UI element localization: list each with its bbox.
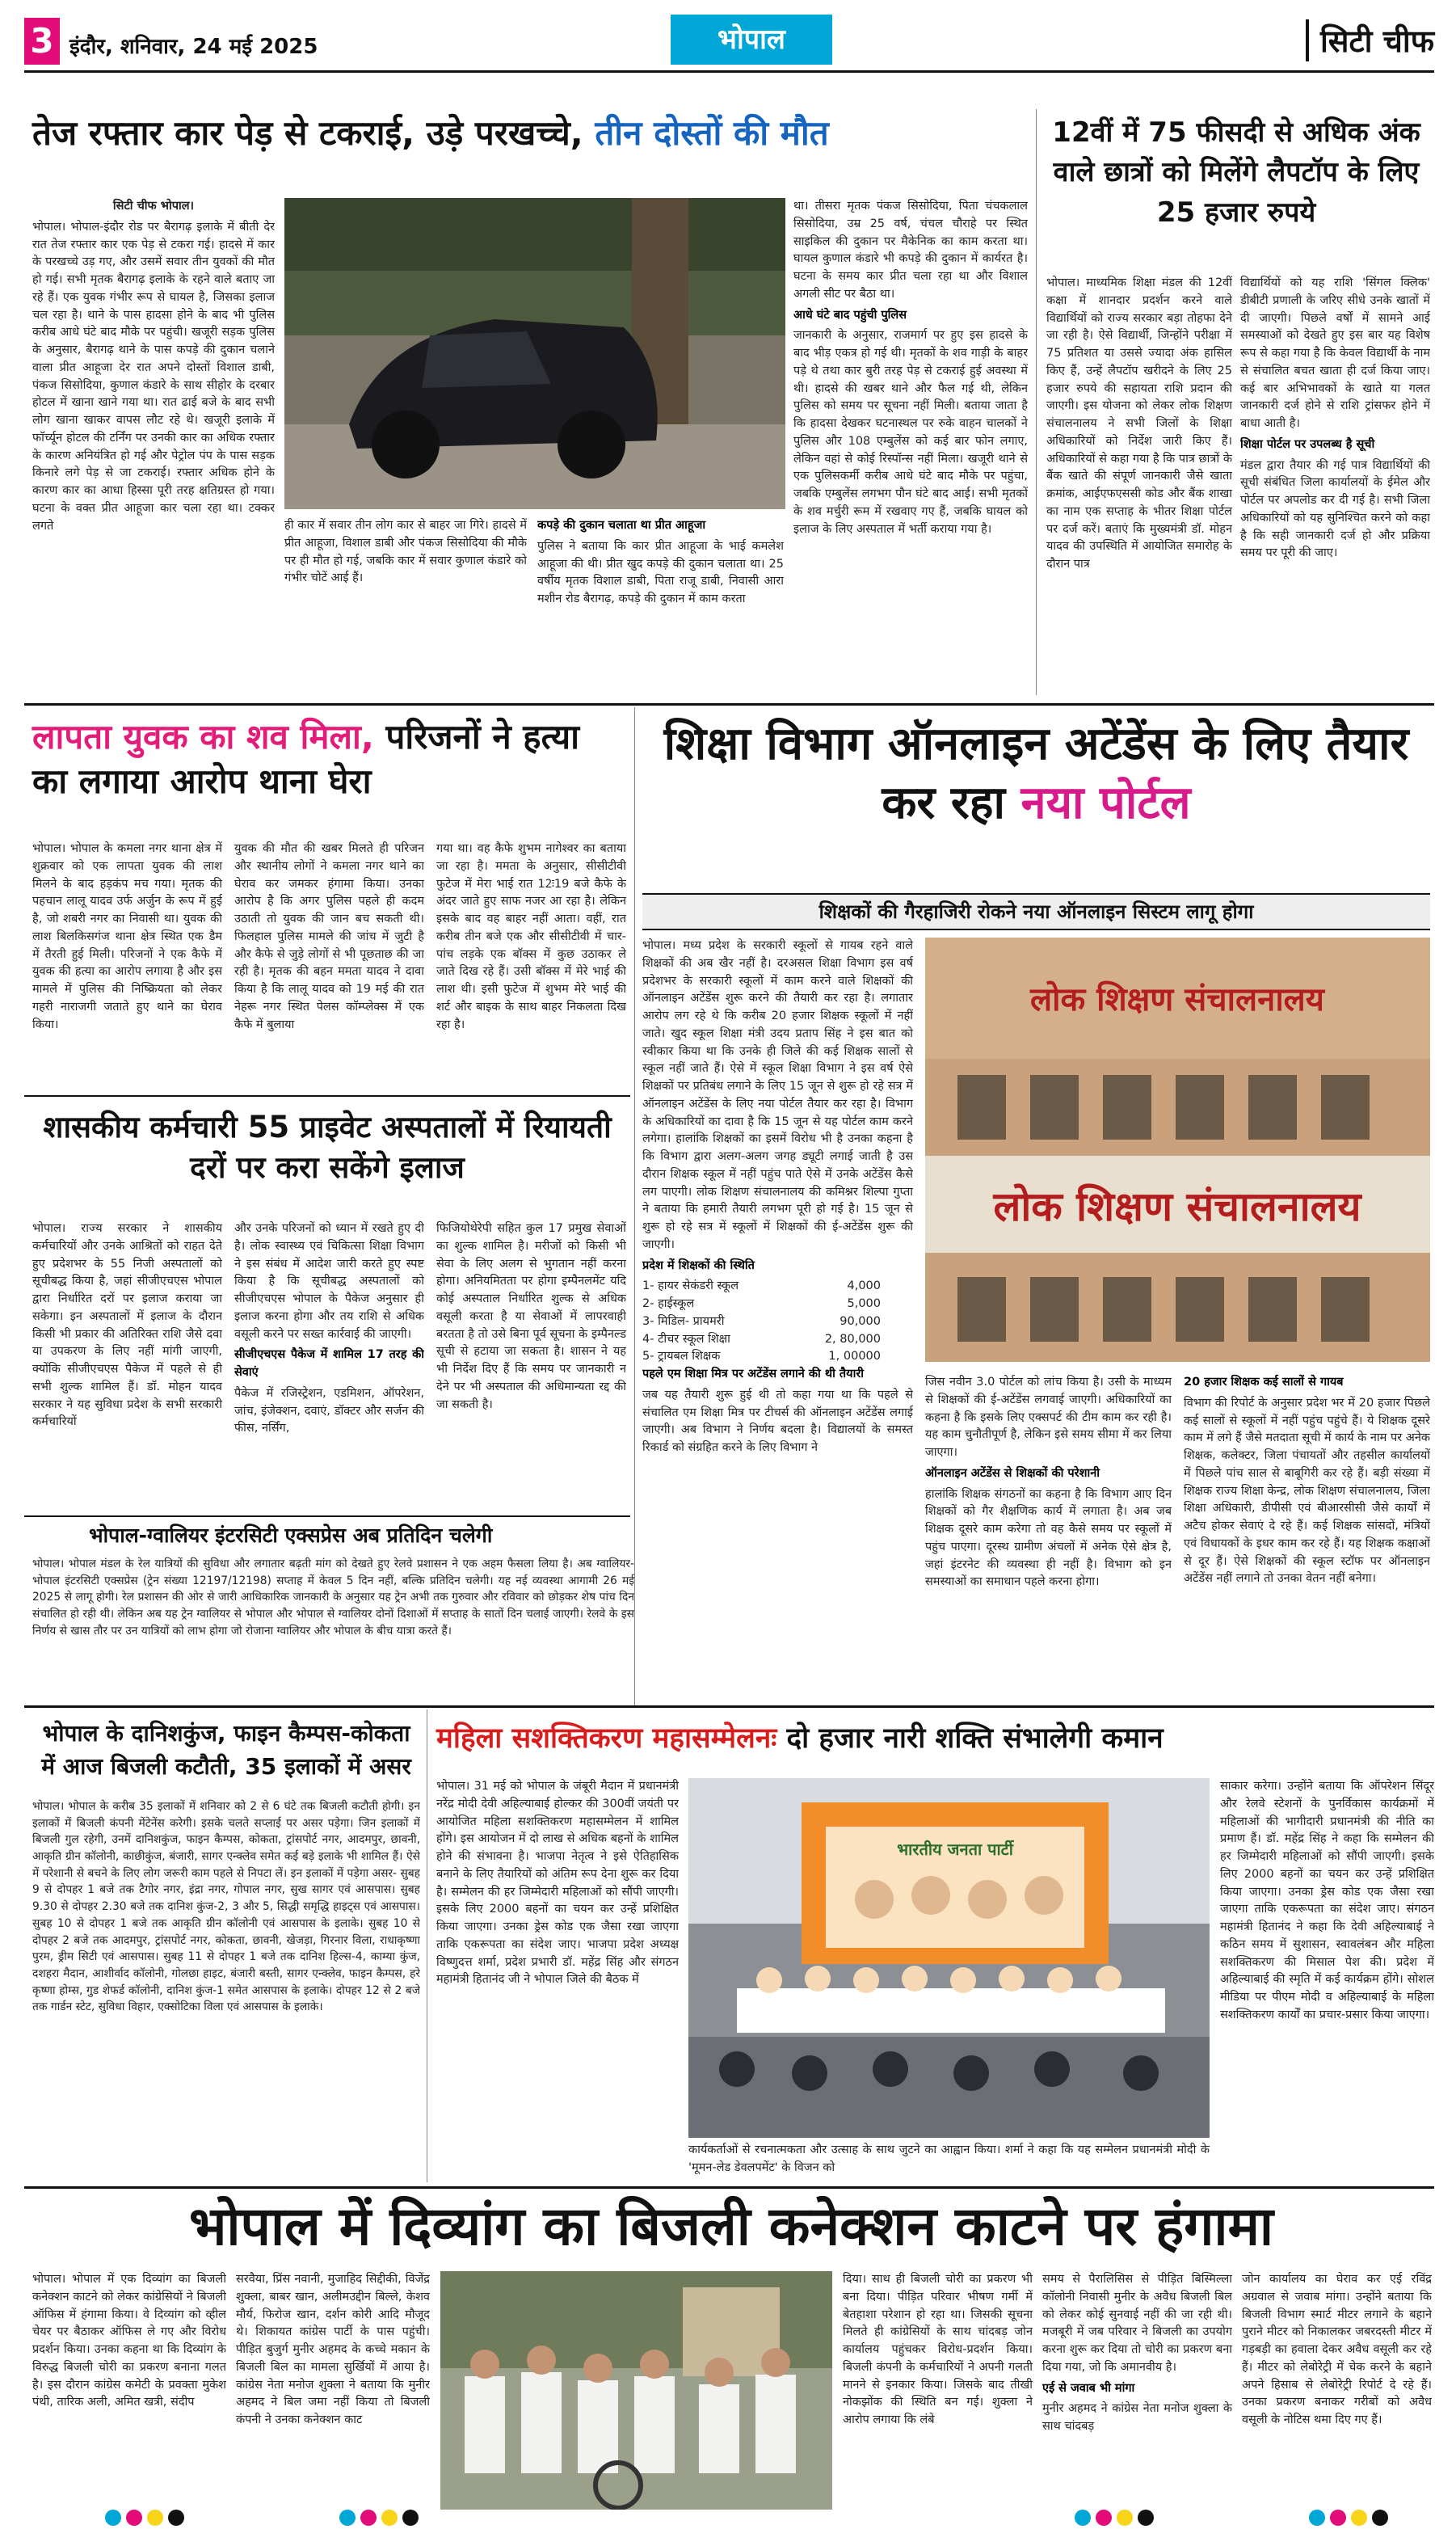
teacher-stats-title: प्रदेश में शिक्षकों की स्थिति — [642, 1258, 755, 1272]
column-divider — [634, 707, 635, 1705]
section-rule — [24, 2186, 1434, 2189]
crash-text-2: ही कार में सवार तीन लोग कार से बाहर जा गिरे। हादसे में प्रीत आहूजा, विशाल डाबी और पंकज सिसोदिया की मौके पर ही मौत हो गई, जबकि कार में सवार कुणाल कंडारे को गंभीर चोटें आई हैं। — [284, 519, 527, 585]
crash-col-3 — [537, 517, 784, 691]
section-rule — [24, 1705, 1434, 1708]
powercut-body — [32, 1798, 420, 2178]
section-rule — [24, 703, 1434, 706]
registration-dot — [168, 2510, 184, 2526]
women-headline-highlight: महिला सशक्तिकरण महासम्मेलनः — [436, 1722, 777, 1755]
missing-col-1 — [32, 841, 222, 1087]
portal-col-1 — [642, 938, 913, 1697]
dateline: इंदौर, शनिवार, 24 मई 2025 — [69, 35, 318, 59]
teacher-stat-value: 1, 00000 — [828, 1350, 881, 1364]
hospital-headline: शासकीय कर्मचारी 55 प्राइवेट अस्पतालों में रियायती दरों पर करा सकेंगे इलाज — [43, 1110, 612, 1185]
portal-subhead-missing: 20 हजार शिक्षक कई सालों से गायब — [1184, 1376, 1344, 1389]
portal-headline-highlight: नया पोर्टल — [1020, 776, 1191, 829]
women-text-1: भोपाल। 31 मई को भोपाल के जंबूरी मैदान में प्रधानमंत्री नरेंद्र मोदी देवी अहिल्याबाई होल्कर की 300वीं जयंती पर आयोजित महिला सशक्तिकरण महासम्मेलन में शामिल होंगे। इस आयोजन में दो लाख से अधिक बहनों के शामिल होने की संभावना है। भाजपा नेतृत्व ने इसे ऐतिहासिक बनाने के लिए तैयारियों को अंतिम रूप देना शुरू कर दिया है। सम्मेलन की हर जिम्मेदारी महिलाओं को सौंपी जाएगी। इसके लिए 2000 बहनों का चयन कर उन्हें प्रशिक्षित किया जाएगा। उनका ड्रेस कोड एक जैसा रखा जाएगा ताकि एकरूपता का संदेश जाए। भाजपा प्रदेश अध्यक्ष विष्णुदत्त शर्मा, प्रदेश प्रभारी डॉ. महेंद्र सिंह और संगठन महामंत्री हितानंद जी ने भोपाल जिले की बैठक में — [436, 1780, 679, 1987]
teacher-stats-list — [642, 1278, 913, 1366]
divyang-text-2: सरवैया, प्रिंस नवानी, मुजाहिद सिद्दीकी, विजेंद्र शुक्ला, बाबर खान, अलीमउद्दीन बिल्ले, केशव मौर्य, फिरोज खान, दर्शन कोरी आदि मौजूद थे। शिकायत कांग्रेस पार्टी के पास पहुंची। पीड़ित बुजुर्ग मुनीर अहमद के कच्चे मकान के बिजली बिल का मामला सुर्खियों में आया है। कांग्रेस नेता मनोज शुक्ला ने बताया कि मुनीर अहमद ने बिल जमा नहीं किया तो बिजली कंपनी ने उनका कनेक्शन काट — [236, 2273, 430, 2426]
laptop-col-2 — [1240, 275, 1430, 695]
crash-text-5: जानकारी के अनुसार, राजमार्ग पर हुए इस हादसे के बाद भीड़ एकत्र हो गई थी। मृतकों के शव गाड़ी के बाहर पड़े थे तथा कार बुरी तरह पेड़ से टकराई हुई अवस्था में थी। हादसे की खबर थाने और फैल गई थी, लेकिन पुलिस को समय पर सूचना नहीं मिली। बताया जाता है कि हादसा देखकर घटनास्थल पर रुके वाहन चालकों ने पुलिस और 108 एम्बुलेंस को कई बार फोन लगाए, लेकिन वहां से कोई रिस्पॉन्स नहीं मिला। खजूरी थाने से एक पुलिसकर्मी करीब आधे घंटे बाद मौके पर पहुंचा, जबकि एम्बुलेंस लगभग पौन घंटे बाद आई। सभी मृतकों के शव मर्चुरी रूम में रखवाए गए हैं, जबकि घायल को इलाज के लिए अस्पताल में भर्ती कराया गया है। — [793, 329, 1028, 536]
teacher-stat-value: 4,000 — [847, 1279, 881, 1293]
divyang-text-4: दिया। साथ ही बिजली चोरी का प्रकरण भी बना दिया। पीड़ित परिवार भीषण गर्मी में बेतहाशा परेशान हो रहा था। जिसकी सूचना मिलते ही कांग्रेसियों के साथ चांदबड़ जोन कार्यालय पहुंचकर विरोध-प्रदर्शन किया। बिजली कंपनी के कर्मचारियों ने अपनी गलती मानने से इनकार किया। जिसके बाद तीखी नोकझोंक की स्थिति बन गई। शुक्ला ने आरोप लगाया कि लंबे — [843, 2273, 1033, 2426]
registration-dot — [360, 2510, 377, 2526]
divyang-text-1: भोपाल। भोपाल में एक दिव्यांग का बिजली कनेक्शन काटने को लेकर कांग्रेसियों ने बिजली ऑफिस में हंगामा किया। वे दिव्यांग को व्हील चेयर पर बैठाकर ऑफिस ले गए और विरोध प्रदर्शन किया। उनका कहना था कि दिव्यांग के विरुद्ध बिजली चोरी का प्रकरण बनाना गलत है। इस दौरान कांग्रेस कमेटी के प्रवक्ता मुकेश पंथी, तारिक अली, अमित खत्री, संदीप — [32, 2273, 226, 2409]
train-body — [32, 1556, 634, 1697]
divyang-col-5 — [1042, 2271, 1232, 2514]
building-sign-top: लोक शिक्षण संचालनालय — [1029, 981, 1325, 1018]
powercut-headline: भोपाल के दानिशकुंज, फाइन कैम्पस-कोकता में आज बिजली कटौती, 35 इलाकों में असर — [41, 1720, 411, 1780]
women-col-1 — [436, 1778, 679, 2178]
crash-headline — [32, 113, 1002, 154]
women-headline-main: दो हजार नारी शक्ति संभालेगी कमान — [786, 1722, 1164, 1755]
crash-text-1: भोपाल। भोपाल-इंदौर रोड पर बैरागढ़ इलाके में बीती देर रात तेज रफ्तार कार एक पेड़ से टकरा गई। हादसे में कार के परखच्चे उड़ गए, और उसमें सवार तीन युवकों की मौत हो गई। सभी मृतक बैरागढ़ इलाके के रहने वाले बताए जा रहे हैं। एक युवक गंभीर रूप से घायल है, जिसका इलाज चल रहा है। थाने के पास हादसा होने के बाद भी पुलिस करीब आधे घंटे बाद मौके पर पहुंची। खजूरी सड़क पुलिस के अनुसार, बैरागढ़ थाने के पास कपड़े की दुकान चलाने वाला प्रीत आहूजा देर रात अपने दोस्तों विशाल डाबी, पंकज सिसोदिया, कुणाल कंडारे के साथ सीहोर के दरबार होटल में खाना खाने गया था। रात ढाई बजे के बाद सभी लोग खाना खाकर वापस लौट रहे थे। खजूरी इलाके में फाॅर्च्यून होटल की टर्निंग पर उनकी कार का अधिक रफ्तार के कारण अनियंत्रित हो गई और पेट्रोल पंप के पास सड़क किनारे लगे पेड़ से जा टकराई। रफ्तार अधिक होने के कारण कार का आधा हिस्सा पूरी तरह क्षतिग्रस्त हो गया। घटना के वक्त प्रीत आहूजा कार चला रहा था। टक्कर लगते — [32, 220, 275, 533]
missing-col-3 — [436, 841, 626, 1087]
registration-dot — [402, 2510, 419, 2526]
teacher-stat-label: 2- हाईस्कूल — [642, 1297, 695, 1310]
missing-youth-headline-main: परिजनों ने हत्या का लगाया आरोप थाना घेरा — [32, 717, 580, 801]
crash-subhead-shop: कपड़े की दुकान चलाता था प्रीत आहूजा — [537, 519, 706, 532]
train-headline: भोपाल-ग्वालियर इंटरसिटी एक्सप्रेस अब प्रतिदिन चलेगी — [89, 1524, 493, 1547]
registration-dot — [1075, 2510, 1091, 2526]
women-photo-caption: कार्यकर्ताओं से रचनात्मकता और उत्साह के साथ जुटने का आह्वान किया। शर्मा ने कहा कि यह सम्मेलन प्रधानमंत्री मोदी के 'मूमन-लेड डेवलपमेंट' के विजन को — [688, 2143, 1210, 2174]
registration-dot — [1351, 2510, 1367, 2526]
hospital-text-3: पैकेज में रजिस्ट्रेशन, एडमिशन, ऑपरेशन, जांच, इंजेक्शन, दवाएं, डॉक्टर और सर्जन की फीस, नर्सिंग, — [234, 1386, 424, 1435]
laptop-text-2: विद्यार्थियों को यह राशि 'सिंगल क्लिक' डीबीटी प्रणाली के जरिए सीधे उनके खातों में दी जाएगी। पिछले वर्षों में सामने आई समस्याओं को देखते हुए इस बार यह विशेष रूप से कहा गया है कि केवल विद्यार्थी के नाम से संचालित बचत खाता ही दर्ज किया जाए। कई बार अभिभावकों के खाते या गलत जानकारी दर्ज होने से राशि ट्रांसफर होने में बाधा आती है। — [1240, 276, 1430, 430]
portal-subhead-problem: ऑनलाइन अटेंडेंस से शिक्षकों की परेशानी — [925, 1466, 1100, 1480]
bjp-meeting-photo — [688, 1778, 1210, 2138]
crash-text-3: पुलिस ने बताया कि कार प्रीत आहूजा के भाई कमलेश आहूजा की थी। प्रीत खुद कपड़े की दुकान चलाता था। 25 वर्षीय मृतक विशाल डाबी, पिता राजू डाबी, निवासी आरा मशीन रोड बैरागढ़, कपड़े की दुकान में काम करता — [537, 539, 784, 605]
divyang-headline: भोपाल में दिव्यांग का बिजली कनेक्शन काटने पर हंगामा — [188, 2195, 1274, 2257]
powercut-text: भोपाल। भोपाल के करीब 35 इलाकों में शनिवार को 2 से 6 घंटे तक बिजली कटौती होगी। इन इलाकों में बिजली कंपनी मेंटेनेंस करेगी। इसके चलते सप्लाई पर असर पड़ेगा। जिन इलाकों में बिजली गुल रहेगी, उनमें दानिशकुंज, फाइन कैम्पस, कोकता, ट्रांसपोर्ट नगर, आदमपुर, छावनी, आकृति ग्रीन कॉलोनी, काछीकुंज, बंजारी, सागर एन्क्लेव समेत कई बड़े इलाके भी शामिल हैं। ऐसे में परेशानी से बचने के लिए लोग जरूरी काम पहले से निपटा लें। इन इलाकों में पड़ेगा असर- सुबह 9 से दोपहर 1 बजे तक टैगोर नगर, इंद्रा नगर, गोपाल नगर, सुख सागर एवं आसपास। सुबह 9.30 से दोपहर 2.30 बजे तक दानिश कुंज-2, 3 और 5, सिद्धी समृद्धि हाइट्स एवं आसपास। सुबह 10 से दोपहर 1 बजे तक आकृति ग्रीन कॉलोनी एवं आसपास के इलाके। सुबह 10 से दोपहर 2 बजे तक आदमपुर, ट्रांसपोर्ट नगर, कोकता, छावनी, खेजड़ा, गिरनार विला, राधाकृष्णा पुरम, ड्रीम सिटी एवं आसपास। सुबह 11 से दोपहर 1 बजे तक दानिश हिल्स-4, काम्या कुंज, दशहरा मैदान, आशीर्वाद कॉलोनी, गोलछा हाइट, बंजारी बस्ती, सागर एन्क्लेव, फाइन कैम्पस, हरे कृष्णा होम्स, गुड शेफर्ड कॉलोनी, दानिश कुंज-1 समेत आसपास के इलाके। दोपहर 12 से 2 बजे तक गार्डन स्टेट, सुविधा विहार, एक्सोटिका विला एवं आसपास के इलाके। — [32, 1800, 420, 2014]
teacher-stat-value: 2, 80,000 — [824, 1332, 881, 1346]
portal-text-3: जिस नवीन 3.0 पोर्टल को लांच किया है। उसी के माध्यम से शिक्षकों की ई-अटेंडेंस लगवाई जाएगी। अधिकारियों का कहना है कि इसके लिए एक्सपर्ट की टीम काम कर रही है। यह काम चुनौतीपूर्ण है, लेकिन इसे समय सीमा में कर लिया जाएगा। — [925, 1376, 1172, 1459]
city-label: भोपाल — [671, 15, 832, 65]
newspaper-brand: सिटी चीफ — [1306, 19, 1434, 61]
divyang-text-5: समय से पैरालिसिस से पीड़ित बिस्मिल्ला कॉलोनी निवासी मुनीर के अवैध बिजली बिल को लेकर कोई सुनवाई नहीं की जा रही थी। मजबूरी में जब परिवार ने बिजली का उपयोग करना शुरू कर दिया तो चोरी का प्रकरण बना दिया गया, जो कि अमानवीय है। — [1042, 2273, 1232, 2374]
laptop-text-3: मंडल द्वारा तैयार की गई पात्र विद्यार्थियों की सूची संबंधित जिला कार्यालयों के ईमेल और पोर्टल पर अपलोड कर दी गई है। सभी जिला अधिकारियों को यह सुनिश्चित करने को कहा है कि सही जानकारी दर्ज हो और प्रक्रिया समय पर पूरी की जाए। — [1240, 458, 1430, 560]
teacher-stat-row — [642, 1296, 913, 1313]
section-rule — [24, 1515, 630, 1517]
page-header — [24, 15, 1434, 73]
teacher-stat-row — [642, 1348, 913, 1366]
laptop-text-1: भोपाल। माध्यमिक शिक्षा मंडल की 12वीं कक्षा में शानदार प्रदर्शन करने वाले विद्यार्थियों को राज्य सरकार बड़ा तोहफा देने जा रही है। ऐसे विद्यार्थी, जिन्होंने परीक्षा में 75 प्रतिशत या उससे ज्यादा अंक हासिल किए हैं, उन्हें लैपटॉप खरीदने के लिए 25 हजार रुपये की सहायता राशि प्रदान की जाएगी। इस योजना को लेकर लोक शिक्षण संचालनालय ने सभी जिलों के शिक्षा अधिकारियों को निर्देश जारी किए हैं। अधिकारियों से कहा गया है कि पात्र छात्रों के बैंक खाते की संपूर्ण जानकारी जैसे खाता क्रमांक, आईएफएससी कोड और बैंक शाखा का नाम एक सप्ताह के भीतर शिक्षा पोर्टल पर दर्ज करें। बताएं कि मुख्यमंत्री डॉ. मोहन यादव की उपस्थिति में आयोजित समारोह के दौरान पात्र — [1046, 276, 1232, 571]
missing-youth-headline — [32, 715, 622, 803]
missing-youth-headline-highlight: लापता युवक का शव मिला, — [32, 717, 374, 757]
portal-subhead-mshiksha: पहले एम शिक्षा मित्र पर अटेंडेंस लगाने की थी तैयारी — [642, 1368, 865, 1380]
hospital-text-1: भोपाल। राज्य सरकार ने शासकीय कर्मचारियों और उनके आश्रितों को राहत देते हुए प्रदेशभर के 55 निजी अस्पतालों को सूचीबद्ध किया है, जहां सीजीएचएस भोपाल द्वारा निर्धारित दरों पर इलाज कराया जा सकेगा। इन अस्पतालों में इलाज के दौरान किसी भी प्रकार की अतिरिक्त राशि जैसे दवा या उपकरण के लिए नहीं मांगी जाएगी, क्योंकि सीजीएचएस पैकेज में पहले से ही सभी शुल्क शामिल हैं। डॉ. मोहन यादव सरकार ने यह सुविधा प्रदेश के सभी सरकारी कर्मचारियों — [32, 1222, 222, 1429]
portal-text-5: विभाग की रिपोर्ट के अनुसार प्रदेश भर में 20 हजार पिछले कई सालों से स्कूलों में नहीं पहुंच पहुंचे हैं। ये शिक्षक दूसरे काम में लगे हैं जैसे मतदाता सूची में कार्य के नाम पर अनेक शिक्षक, कलेक्टर, जिला पंचायतों और तहसील कार्यालयों में पिछले पांच साल से बाबूगिरी कर रहे हैं। बड़ी संख्या में शिक्षक राज्य शिक्षा केन्द्र, लोक शिक्षण संचालनालय, जिला शिक्षा अधिकारी, डीपीसी एवं बीआरसीसी जैसे कार्यों में अटैच होकर सेवाएं दे रहे हैं। कई शिक्षक सांसदों, मंत्रियों एवं विधायकों के इधर काम कर रहे हैं। यह शिक्षक कक्षाओं से दूर हैं। ऐसे शिक्षकों की स्कूल स्टॉफ पर ऑनलाइन अटेंडेंस नहीं लगाने तो उनका वेतन नहीं बनेगा। — [1184, 1396, 1430, 1586]
portal-strapline: शिक्षकों की गैरहाजिरी रोकने नया ऑनलाइन सिस्टम लागू होगा — [642, 893, 1430, 930]
crash-text-4: था। तीसरा मृतक पंकज सिसोदिया, पिता चंचकलाल सिसोदिया, उम्र 25 वर्ष, चंचल चौराहे पर स्थित साइकिल की दुकान पर मैकेनिक का काम करता था। घायल कुणाल कंडारे भी कपड़े की दुकान में कार्यरत है। घटना के समय कार प्रीत चला रहा था और विशाल अगली सीट पर बैठा था। — [793, 200, 1028, 301]
divyang-col-6 — [1242, 2271, 1432, 2514]
hospital-col-1 — [32, 1220, 222, 1507]
registration-dot — [126, 2510, 142, 2526]
teacher-stat-value: 5,000 — [847, 1297, 881, 1310]
portal-headline — [642, 715, 1430, 833]
missing-text-2: युवक की मौत की खबर मिलते ही परिजन और स्थानीय लोगों ने कमला नगर थाने का घेराव कर जमकर हंगामा किया। उनका आरोप है कि अगर पुलिस पहले ही कदम उठाती तो युवक की जान बच सकती थी। फिलहाल पुलिस मामले की जांच में जुटी है और कैफे से जुड़े लोगों से भी पूछताछ की जा रही है। मृतक की बहन ममता यादव ने दावा किया है कि लालू यादव को 19 मई की रात नेहरू नगर स्थित पेलस कॉम्प्लेक्स में एक कैफे में बुलाया — [234, 842, 424, 1031]
train-text: भोपाल। भोपाल मंडल के रेल यात्रियों की सुविधा और लगातार बढ़ती मांग को देखते हुए रेलवे प्रशासन ने एक अहम फैसला लिया है। अब ग्वालियर-भोपाल इंटरसिटी एक्सप्रेस (ट्रेन संख्या 12197/12198) सप्ताह में केवल 5 दिन नहीं, बल्कि प्रतिदिन चलेगी। यह नई व्यवस्था आगामी 26 मई 2025 से लागू होगी। रेल प्रशासन की ओर से जारी आधिकारिक जानकारी के अनुसार यह ट्रेन अभी तक गुरुवार और रविवार को छोड़कर शेष पांच दिन संचालित हो रही थी। लेकिन अब यह ट्रेन ग्वालियर से भोपाल और भोपाल से ग्वालियर दोनों दिशाओं में सप्ताह के सातों दिन चलाई जाएगी। रेलवे के इस निर्णय से खास तौर पर उन यात्रियों को लाभ होगा जो रोजाना ग्वालियर और भोपाल के बीच यात्रा करते हैं। — [32, 1557, 634, 1638]
crashed-car-photo — [284, 198, 785, 509]
hospital-text-2: और उनके परिजनों को ध्यान में रखते हुए दी है। लोक स्वास्थ्य एवं चिकित्सा शिक्षा विभाग ने इस संबंध में आदेश जारी करते हुए स्पष्ट किया है कि सूचीबद्ध अस्पतालों को सीजीएचएस भोपाल के पैकेज अनुसार ही इलाज करना होगा और तय राशि से अधिक वसूली करने पर सख्त कार्रवाई की जाएगी। — [234, 1222, 424, 1341]
divyang-col-2 — [236, 2271, 430, 2514]
registration-dot — [381, 2510, 398, 2526]
crash-headline-main: तेज रफ्तार कार पेड़ से टकराई, उड़े परखच्चे, — [32, 113, 583, 153]
missing-col-2 — [234, 841, 424, 1087]
teacher-stat-row — [642, 1313, 913, 1331]
divyang-text-7: जोन कार्यालय का घेराव कर एई रविंद्र अग्रवाल से जवाब मांगा। उन्होंने बताया कि बिजली विभाग स्मार्ट मीटर लगाने के बहाने पुराने मीटर को निकालकर जबरदस्ती मीटर में गड़बड़ी का हवाला देकर अवैध वसूली कर रहे हैं। मीटर को लेबोरेट्री में चेक करने के बहाने अपने हिसाब से लेबोरेट्री रिपोर्ट दे रहे हैं। उनका प्रकरण बनाकर गरीबों को अवैध वसूली के नोटिस थमा दिए गए हैं। — [1242, 2273, 1432, 2426]
portal-col-3 — [1184, 1374, 1430, 1697]
divyang-text-6: मुनीर अहमद ने कांग्रेस नेता मनोज शुक्ला के साथ चांदबड़ — [1042, 2402, 1232, 2433]
portal-text-4: हालांकि शिक्षक संगठनों का कहना है कि विभाग आए दिन शिक्षकों को गैर शैक्षणिक कार्य में लगाता है। अब जब शिक्षक दूसरे काम करेगा तो वह कैसे समय पर स्कूलों में पहुंच पाएगा। दूरस्थ ग्रामीण अंचलों में अनेक ऐसे क्षेत्र है, जहां इंटरनेट की व्यवस्था ही नहीं है। विभाग को इन समस्याओं का समाधान पहले करना होगा। — [925, 1487, 1172, 1589]
building-sign-main: लोक शिक्षण संचालनालय — [993, 1183, 1361, 1230]
teacher-stat-value: 90,000 — [840, 1314, 881, 1328]
registration-dot — [1138, 2510, 1154, 2526]
women-col-3 — [1220, 1778, 1434, 2178]
party-banner-text: भारतीय जनता पार्टी — [897, 1840, 1013, 1859]
crash-subhead-police: आधे घंटे बाद पहुंची पुलिस — [793, 308, 907, 322]
crash-byline: सिटी चीफ भोपाल। — [112, 200, 195, 213]
registration-dot — [1117, 2510, 1133, 2526]
registration-dot — [1372, 2510, 1388, 2526]
women-text-3: साकार करेगा। उन्होंने बताया कि ऑपरेशन सिंदूर और रेलवे स्टेशनों के पुनर्विकास कार्यक्रमों में महिलाओं की भागीदारी प्रधानमंत्री की नीति का प्रमाण हैं। डॉ. महेंद्र सिंह ने कहा कि सम्मेलन की हर जिम्मेदारी महिलाओं को सौंपी जाएगी। इसके लिए 2000 बहनों का चयन कर उन्हें प्रशिक्षित किया जाएगा। उनका ड्रेस कोड एक जैसा रखा जाएगा ताकि एकरूपता का संदेश जाए। संगठन महामंत्री हितानंद ने कहा कि देवी अहिल्याबाई ने कठिन समय में सुशासन, स्वावलंबन और महिला सशक्तिकरण की मिसाल पेश की। प्रदेश में अहिल्याबाई की स्मृति में कई कार्यक्रम होंगे। सोशल मीडिया पर पीएम मोदी व अहिल्याबाई के महिला सशक्तिकरण कार्यों का प्रचार-प्रसार किया जाएगा। — [1220, 1780, 1434, 2021]
divyang-col-4 — [843, 2271, 1033, 2514]
portal-col-2 — [925, 1374, 1172, 1697]
teacher-stat-row — [642, 1331, 913, 1349]
divyang-subhead: एई से जवाब भी मांगा — [1042, 2381, 1135, 2395]
crash-col-2 — [284, 517, 527, 691]
portal-text-2: जब यह तैयारी शुरू हुई थी तो कहा गया था कि पहले से संचालित एम शिक्षा मित्र पर टीचर्स की ऑनलाइन अटेंडेंस लगाई जाएगी। अब विभाग ने निर्णय बदला है। विद्यालयों के समस्त रिकार्ड को संग्रहित करने के लिए विभाग ने — [642, 1388, 913, 1454]
directorate-building-photo — [925, 938, 1430, 1362]
registration-dot — [339, 2510, 356, 2526]
teacher-stat-label: 4- टीचर स्कूल शिक्षा — [642, 1332, 730, 1346]
hospital-col-2 — [234, 1220, 424, 1507]
registration-dot — [1096, 2510, 1112, 2526]
column-divider — [1036, 109, 1037, 695]
protest-photo — [440, 2271, 832, 2510]
laptop-subhead: शिक्षा पोर्टल पर उपलब्ध है सूची — [1240, 437, 1375, 451]
missing-text-3: गया था। वह कैफे शुभम नागेश्वर का बताया जा रहा है। ममता के अनुसार, सीसीटीवी फुटेज में मेरा भाई रात 12ः19 बजे कैफे के अंदर जाते हुए साफ नजर आ रहा है। लेकिन इसके बाद वह बाहर नहीं आता। वहीं, रात करीब तीन बजे एक और सीसीटीवी में चार-पांच लड़के एक बॉक्स में कुछ उठाकर ले जाते दिख रहे हैं। उसी बॉक्स में मेरे भाई की लाश थी। इसी फुटेज में शुभम मेरे भाई की शर्ट और बाइक के साथ बाहर निकलता दिख रहा है। — [436, 842, 626, 1031]
hospital-subhead: सीजीएचएस पैकेज में शामिल 17 तरह की सेवाएं — [234, 1348, 424, 1379]
registration-dot — [1330, 2510, 1346, 2526]
missing-text-1: भोपाल। भोपाल के कमला नगर थाना क्षेत्र में शुक्रवार को एक लापता युवक की लाश मिलने के बाद हड़कंप मच गया। मृतक की पहचान लालू यादव उर्फ अर्जुन के रूप में हुई है, जो शबरी नगर का निवासी था। युवक की लाश बिलकिसगंज थाना क्षेत्र स्थित एक डैम में तैरती हुई मिली। परिजनों ने एक कैफे में युवक की हत्या का आरोप लगाया है और इस मामले में पुलिस की निष्क्रियता को लेकर गहरी नाराजगी जताते हुए थाने का घेराव किया। — [32, 842, 222, 1031]
section-rule — [24, 1095, 630, 1097]
laptop-headline: 12वीं में 75 फीसदी से अधिक अंक वाले छात्रों को मिलेंगे लैपटॉप के लिए 25 हजार रुपये — [1052, 116, 1420, 229]
laptop-col-1 — [1046, 275, 1232, 695]
registration-dot — [1309, 2510, 1325, 2526]
page-number: 3 — [24, 18, 60, 65]
teacher-stat-label: 3- मिडिल- प्रायमरी — [642, 1314, 725, 1328]
hospital-text-4: फिजियोथेरेपी सहित कुल 17 प्रमुख सेवाओं का शुल्क शामिल है। मरीजों को किसी भी सेवा के लिए अलग से भुगतान नहीं करना होगा। अनियमितता पर होगा इम्पैनलमेंट यदि कोई अस्पताल निर्धारित शुल्क से अधिक वसूली करता है या सेवाओं में लापरवाही बरतता है तो उसे बिना पूर्व सूचना के इम्पैनल्ड सूची से हटाया जा सकता है। शासन ने यह भी निर्देश दिए हैं कि समय पर जानकारी न देने पर भी अस्पताल की अधिमान्यता रद्द की जा सकती है। — [436, 1222, 626, 1411]
registration-dot — [105, 2510, 121, 2526]
teacher-stat-row — [642, 1278, 913, 1296]
teacher-stat-label: 5- ट्रायबल शिक्षक — [642, 1350, 721, 1364]
hospital-col-3 — [436, 1220, 626, 1507]
portal-headline-main: शिक्षा विभाग ऑनलाइन अटेंडेंस के लिए तैयार कर रहा — [663, 718, 1409, 829]
teacher-stat-label: 1- हायर सेकंडरी स्कूल — [642, 1279, 739, 1293]
registration-dot — [147, 2510, 163, 2526]
crash-col-1 — [32, 198, 275, 691]
portal-text-1: भोपाल। मध्य प्रदेश के सरकारी स्कूलों से गायब रहने वाले शिक्षकों की अब खैर नहीं है। दरअसल शिक्षा विभाग इस वर्ष प्रदेशभर के सरकारी स्कूलों में काम करने वाले शिक्षकों की ऑनलाइन अटेंडेंस शुरू करने की तैयारी कर रहा है। लगातार आरोप लग रहे थे कि करीब 20 हजार शिक्षक स्कूलों में नहीं जाते। खुद स्कूल शिक्षा मंत्री उदय प्रताप सिंह ने इस बात को स्वीकार किया था कि उनके ही जिले की कई शिक्षक सालों से स्कूल नहीं जाते हैं। ऐसे में स्कूल शिक्षा विभाग ने इस वर्ष ऐसे शिक्षकों पर प्रतिबंध लगाने के लिए 15 जून से शुरू हो रहे सत्र में ऑनलाइन अटेंडेंस के लिए नया पोर्टल तैयार कर रहा है। विभाग के अधिकारियों का दावा है कि 15 जून से यह पोर्टल काम करने लगेगा। हालांकि शिक्षकों का इसमें विरोध भी है उनका कहना है कि विभाग द्वारा अलग-अलग जगह ड्यूटी लगाई जाती है उस दौरान शिक्षक स्कूल में नहीं पहुंच पाते ऐसे में उनके अटेंडेंस कैसे लग पाएगी। लोक शिक्षण संचालनालय की कमिश्नर शिल्पा गुप्ता ने बताया कि हमारी तैयारी लगभग पूरी हो गई है। 15 जून से शुरू हो रहे सत्र में स्कूलों में शिक्षकों की ई-अटेंडेंस शुरू की जाएगी। — [642, 939, 913, 1251]
crash-col-4 — [793, 198, 1028, 691]
crash-headline-highlight: तीन दोस्तों की मौत — [595, 113, 829, 153]
divyang-col-1 — [32, 2271, 226, 2514]
women-headline — [436, 1722, 1434, 1756]
